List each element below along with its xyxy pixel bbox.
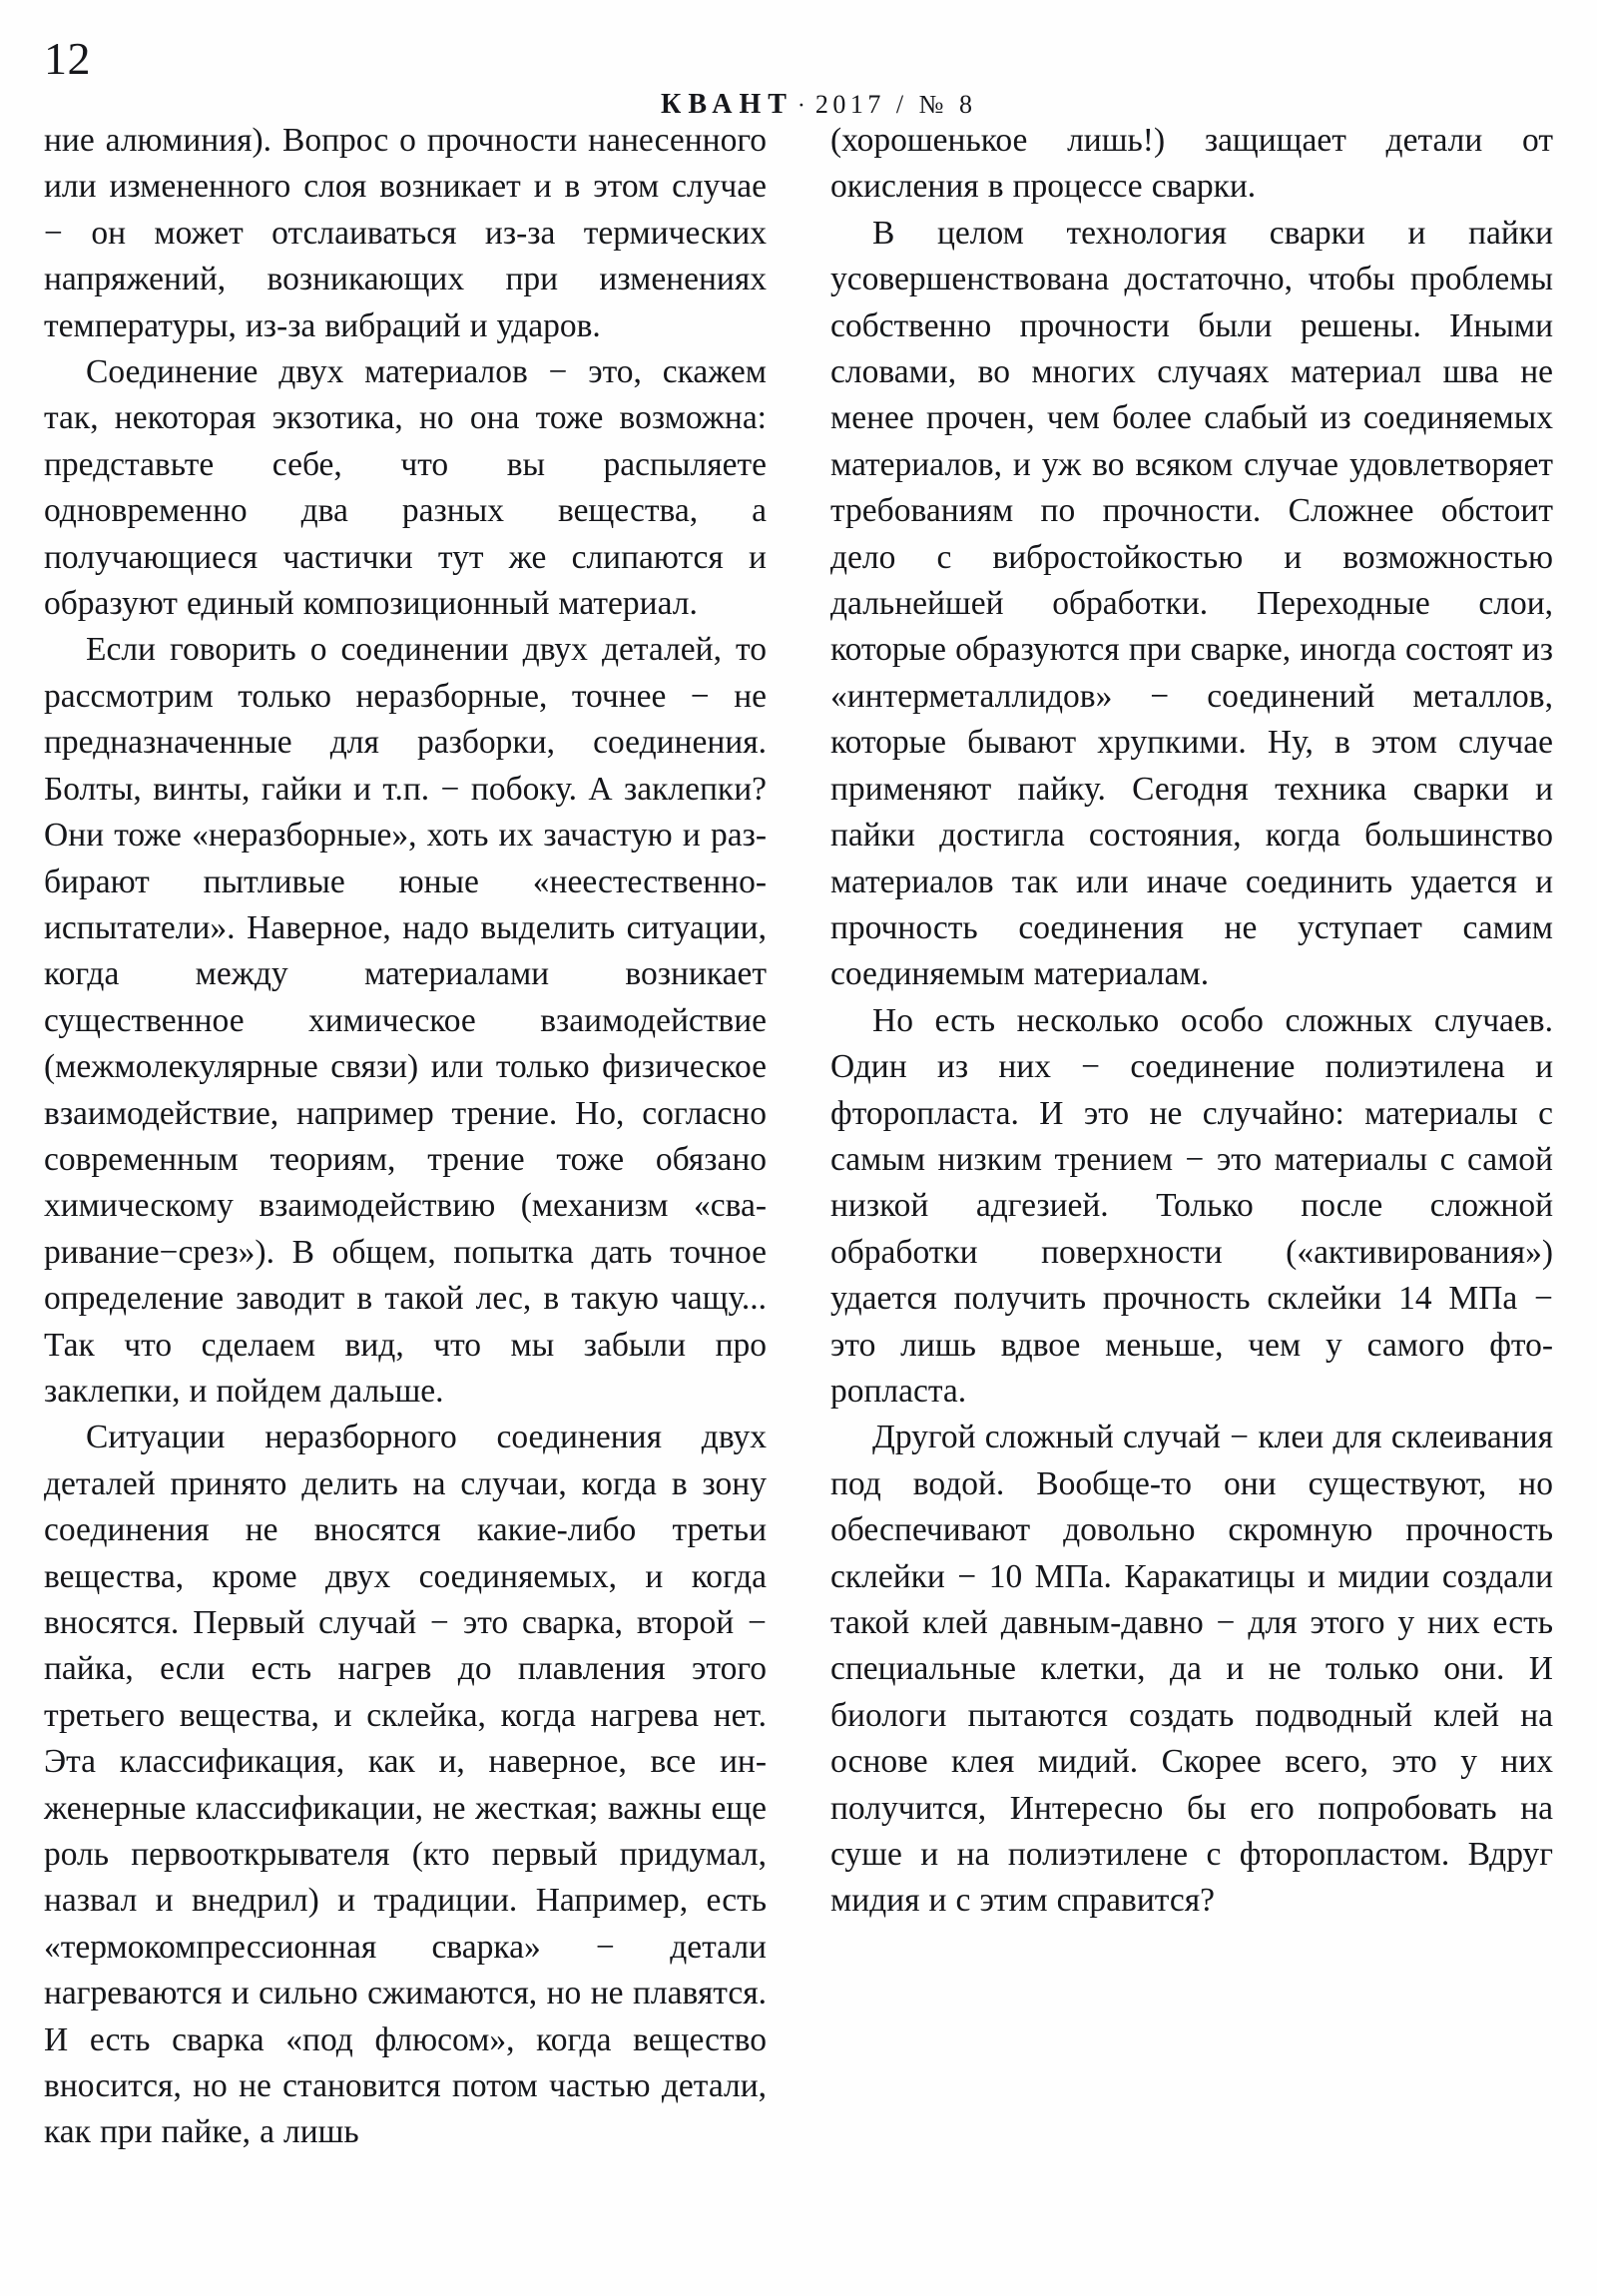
issue-number: 2017 / № 8 bbox=[814, 90, 977, 119]
magazine-title: КВАНТ bbox=[661, 89, 794, 120]
paragraph: Если говорить о соединении двух деталей, то рассмотрим только неразборные, точнее − не предназначенные для разборки, соединения. Болты, винты, гайки и т.п. − побоку. А заклепки? Они тоже «неразборные», хоть их зачастую и разбирают пытливые юные «неестественноиспытатели». Наверное, надо выделить ситуации, когда между материалами возникает существенное химическое взаимодействие (межмолекулярные связи) или только физическое взаимодействие, например трение. Но, согласно современным теориям, трение тоже обязано химическому взаимодействию (механизм «сваривание−срез»). В общем, попытка дать точное определение заводит в такой лес, в такую чащу... Так что сделаем вид, что мы забыли про заклепки, и пойдем дальше. bbox=[44, 631, 767, 1410]
header-separator-dot: · bbox=[797, 93, 811, 119]
paragraph: Ситуации неразборного соединения двух деталей принято делить на случаи, когда в зону соединения не вносятся какие-либо третьи вещества, кроме двух соединяемых, и когда вносятся. Первый случай − это сварка, второй − пайка, если есть нагрев до плавления этого третьего вещества, и склейка, когда нагрева нет. Эта классификация, как и, наверное, все инженерные классификации, не жесткая; важны еще роль первооткрывателя (кто первый придумал, назвал и внедрил) и традиции. Например, есть «термокомпрессионная сварка» − детали нагреваются и сильно сжимаются, но не плавятся. И есть сварка «под флюсом», когда вещество вносится, но не становится потом частью детали, как при пайке, а лишь bbox=[44, 1419, 767, 2151]
column-right bbox=[830, 118, 1553, 2156]
paragraph: В целом технология сварки и пайки усовершенствована достаточно, чтобы проблемы собственно прочности были решены. Иными словами, во многих случаях материал шва не менее прочен, чем более слабый из соединяемых материалов, и уж во всяком случае удовлетворяет требованиям по прочности. Сложнее обстоит дело с вибростойкостью и возможностью дальнейшей обработки. Переходные слои, которые образуются при сварке, иногда состоят из «интерметаллидов» − соединений металлов, которые бывают хрупкими. Ну, в этом случае применяют пайку. Сегодня техника сварки и пайки достигла состояния, когда большинство материалов так или иначе соединить удается и прочность соединения не уступает самим соединяемым материалам. bbox=[830, 214, 1553, 993]
paragraph: Но есть несколько особо сложных случаев. Один из них − соединение полиэтилена и фторопласта. И это не случайно: материалы с самым низким трением − это материалы с самой низкой адгезией. Только после сложной обработки поверхности («активирования») удается получить прочность склейки 14 МПа − это лишь вдвое меньше, чем у самого фторопласта. bbox=[830, 1001, 1553, 1410]
paragraph: Другой сложный случай − клеи для склеивания под водой. Вообще-то они существуют, но обеспечивают довольно скромную прочность склейки − 10 МПа. Каракатицы и мидии создали такой клей давным-давно − для этого у них есть специальные клетки, да и не только они. И биологи пытаются создать подводный клей на основе клея мидий. Скорее всего, это у них получится, Интересно бы его попробовать на суше и на полиэтилене с фторопластом. Вдруг мидия и с этим справится? bbox=[830, 1419, 1553, 1920]
column-left bbox=[44, 118, 767, 2156]
paragraph: (хорошенькое лишь!) защищает детали от окисления в процессе сварки. bbox=[830, 122, 1553, 206]
running-head bbox=[0, 30, 1597, 120]
page-number: 12 bbox=[44, 33, 91, 84]
paragraph: Соединение двух материалов − это, скажем так, некоторая экзотика, но она тоже возможна: представьте себе, что вы распыляете одновременно два разных вещества, а получающиеся частички тут же слипаются и образуют единый композиционный материал. bbox=[44, 353, 767, 623]
paragraph: ние алюминия). Вопрос о прочности нанесенного или измененного слоя возникает и в этом случае − он может отслаиваться из-за термических напряжений, возникающих при изменениях температуры, из-за вибраций и ударов. bbox=[44, 122, 767, 344]
text-body bbox=[44, 118, 1553, 2156]
